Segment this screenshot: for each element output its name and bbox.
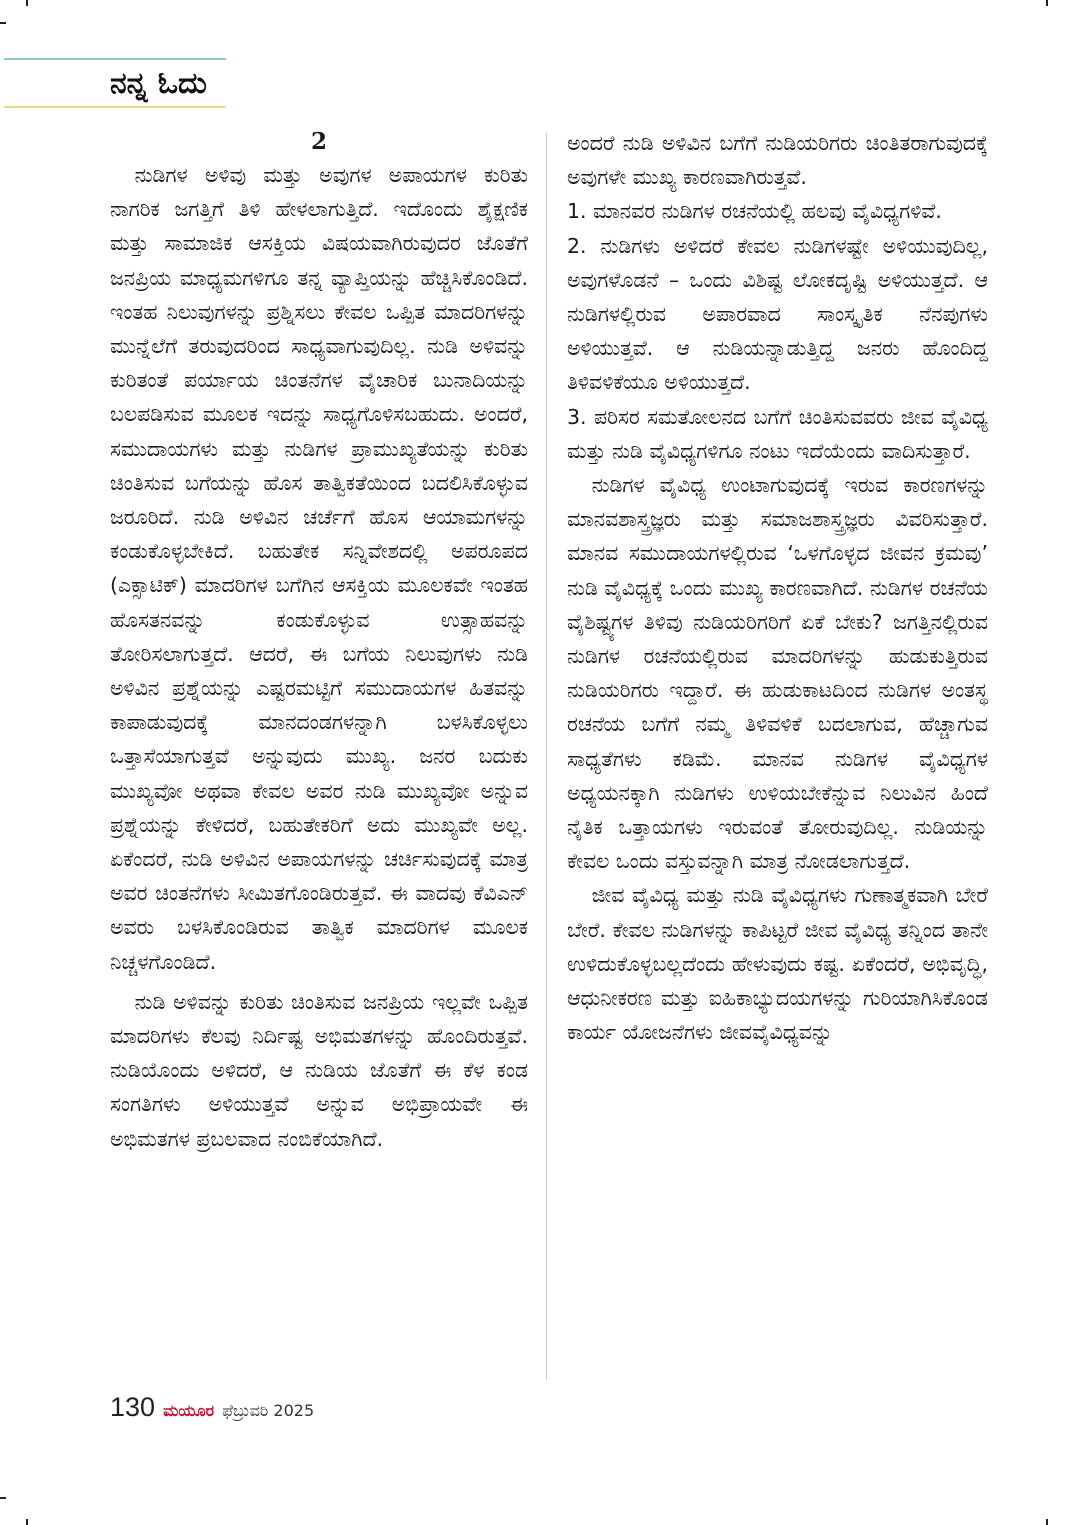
paragraph: ಅಂದರೆ ನುಡಿ ಅಳಿವಿನ ಬಗೆಗೆ ನುಡಿಯರಿಗರು ಚಿಂತಿತರಾಗುವುದಕ್ಕೆ ಅವುಗಳೇ ಮುಖ್ಯ ಕಾರಣವಾಗಿರುತ್ತವೆ. (567, 131, 988, 190)
section-header (0, 58, 232, 110)
crop-mark (0, 1497, 6, 1499)
paragraph: ಜೀವ ವೈವಿಧ್ಯ ಮತ್ತು ನುಡಿ ವೈವಿಧ್ಯಗಳು ಗುಣಾತ್ಮಕವಾಗಿ ಬೇರೆ ಬೇರೆ. ಕೇವಲ ನುಡಿಗಳನ್ನು ಕಾಪಿಟ್ಟರೆ ಜೀವ ವೈವಿಧ್ಯ ತನ್ನಿಂದ ತಾನೇ ಉಳಿದುಕೊಳ್ಳಬಲ್ಲದೆಂದು ಹೇಳುವುದು ಕಷ್ಟ. ಏಕೆಂದರೆ, ಅಭಿವೃದ್ಧಿ, ಆಧುನೀಕರಣ ಮತ್ತು ಐಹಿಕಾಭ್ಯುದಯಗಳನ್ನು ಗುರಿಯಾಗಿಸಿಕೊಂಡ ಕಾರ್ಯ ಯೋಜನೆಗಳು ಜೀವವೈವಿಧ್ಯವನ್ನು (567, 883, 988, 1045)
column-divider (546, 133, 547, 1380)
list-item: 1. ಮಾನವರ ನುಡಿಗಳ ರಚನೆಯಲ್ಲಿ ಹಲವು ವೈವಿಧ್ಯಗಳಿವೆ. (567, 199, 942, 224)
crop-mark (1046, 0, 1048, 6)
crop-mark (26, 0, 28, 6)
list-item: 3. ಪರಿಸರ ಸಮತೋಲನದ ಬಗೆಗೆ ಚಿಂತಿಸುವವರು ಜೀವ ವೈವಿಧ್ಯ ಮತ್ತು ನುಡಿ ವೈವಿಧ್ಯಗಳಿಗೂ ನಂಟು ಇದೆಯೆಂದು ವಾದಿಸುತ್ತಾರೆ. (567, 404, 988, 463)
issue-date: ಫೆಬ್ರುವರಿ 2025 (222, 1401, 315, 1420)
crop-mark (26, 1519, 28, 1525)
paragraph: ನುಡಿಗಳ ವೈವಿಧ್ಯ ಉಂಟಾಗುವುದಕ್ಕೆ ಇರುವ ಕಾರಣಗಳನ್ನು ಮಾನವಶಾಸ್ತ್ರಜ್ಞರು ಮತ್ತು ಸಮಾಜಶಾಸ್ತ್ರಜ್ಞರು ವಿವರಿಸುತ್ತಾರೆ. ಮಾನವ ಸಮುದಾಯಗಳಲ್ಲಿರುವ ‘ಒಳಗೊಳ್ಳದ ಜೀವನ ಕ್ರಮವು’ ನುಡಿ ವೈವಿಧ್ಯಕ್ಕೆ ಒಂದು ಮುಖ್ಯ ಕಾರಣವಾಗಿದೆ. ನುಡಿಗಳ ರಚನೆಯ ವೈಶಿಷ್ಟ್ಯಗಳ ತಿಳಿವು ನುಡಿಯರಿಗರಿಗೆ ಏಕೆ ಬೇಕು? ಜಗತ್ತಿನಲ್ಲಿರುವ ನುಡಿಗಳ ರಚನೆಯಲ್ಲಿರುವ ಮಾದರಿಗಳನ್ನು ಹುಡುಕುತ್ತಿರುವ ನುಡಿಯರಿಗರು ಇದ್ದಾರೆ. ಈ ಹುಡುಕಾಟದಿಂದ ನುಡಿಗಳ ಅಂತಸ್ಥ ರಚನೆಯ ಬಗೆಗೆ ನಮ್ಮ ತಿಳಿವಳಿಕೆ ಬದಲಾಗುವ, ಹೆಚ್ಚಾಗುವ ಸಾಧ್ಯತೆಗಳು ಕಡಿಮೆ. ಮಾನವ ನುಡಿಗಳ ವೈವಿಧ್ಯಗಳ ಅಧ್ಯಯನಕ್ಕಾಗಿ ನುಡಿಗಳು ಉಳಿಯಬೇಕೆನ್ನುವ ನಿಲುವಿನ ಹಿಂದೆ ನೈತಿಕ ಒತ್ತಾಯಗಳು ಇರುವಂತೆ ತೋರುವುದಿಲ್ಲ. ನುಡಿಯನ್ನು ಕೇವಲ ಒಂದು ವಸ್ತುವನ್ನಾಗಿ ಮಾತ್ರ ನೋಡಲಾಗುತ್ತದೆ. (567, 473, 988, 874)
magazine-name: ಮಯೂರ (163, 1401, 215, 1420)
crop-mark (1046, 1519, 1048, 1525)
header-rule-bottom (4, 106, 226, 108)
part-number: 2 (310, 128, 327, 155)
crop-mark (0, 22, 6, 24)
list-item: 2. ನುಡಿಗಳು ಅಳಿದರೆ ಕೇವಲ ನುಡಿಗಳಷ್ಟೇ ಅಳಿಯುವುದಿಲ್ಲ, ಅವುಗಳೊಡನೆ – ಒಂದು ವಿಶಿಷ್ಟ ಲೋಕದೃಷ್ಟಿ ಅಳಿಯುತ್ತದೆ. ಆ ನುಡಿಗಳಲ್ಲಿರುವ ಅಪಾರವಾದ ಸಾಂಸ್ಕೃತಿಕ ನೆನಪುಗಳು ಅಳಿಯುತ್ತವೆ. ಆ ನುಡಿಯನ್ನಾಡುತ್ತಿದ್ದ ಜನರು ಹೊಂದಿದ್ದ ತಿಳಿವಳಿಕೆಯೂ ಅಳಿಯುತ್ತದೆ. (567, 233, 988, 395)
section-title: ನನ್ನ ಓದು (110, 66, 207, 101)
page-footer (110, 1392, 314, 1423)
page-number: 130 (110, 1392, 156, 1422)
paragraph: ನುಡಿ ಅಳಿವನ್ನು ಕುರಿತು ಚಿಂತಿಸುವ ಜನಪ್ರಿಯ ಇಲ್ಲವೇ ಒಪ್ಪಿತ ಮಾದರಿಗಳು ಕೆಲವು ನಿರ್ದಿಷ್ಟ ಅಭಿಮತಗಳನ್ನು ಹೊಂದಿರುತ್ತವೆ. ನುಡಿಯೊಂದು ಅಳಿದರೆ, ಆ ನುಡಿಯ ಜೊತೆಗೆ ಈ ಕೆಳ ಕಂಡ ಸಂಗತಿಗಳು ಅಳಿಯುತ್ತವೆ ಅನ್ನುವ ಅಭಿಪ್ರಾಯವೇ ಈ ಅಭಿಮತಗಳ ಪ್ರಬಲವಾದ ನಂಬಿಕೆಯಾಗಿದೆ. (110, 989, 528, 1151)
paragraph: ನುಡಿಗಳ ಅಳಿವು ಮತ್ತು ಅವುಗಳ ಅಪಾಯಗಳ ಕುರಿತು ನಾಗರಿಕ ಜಗತ್ತಿಗೆ ತಿಳಿ ಹೇಳಲಾಗುತ್ತಿದೆ. ಇದೊಂದು ಶೈಕ್ಷಣಿಕ ಮತ್ತು ಸಾಮಾಜಿಕ ಆಸಕ್ತಿಯ ವಿಷಯವಾಗಿರುವುದರ ಜೊತೆಗೆ ಜನಪ್ರಿಯ ಮಾಧ್ಯಮಗಳಿಗೂ ತನ್ನ ವ್ಯಾಪ್ತಿಯನ್ನು ಹೆಚ್ಚಿಸಿಕೊಂಡಿದೆ. ಇಂತಹ ನಿಲುವುಗಳನ್ನು ಪ್ರಶ್ನಿಸಲು ಕೇವಲ ಒಪ್ಪಿತ ಮಾದರಿಗಳನ್ನು ಮುನ್ನೆಲೆಗೆ ತರುವುದರಿಂದ ಸಾಧ್ಯವಾಗುವುದಿಲ್ಲ. ನುಡಿ ಅಳಿವನ್ನು ಕುರಿತಂತೆ ಪರ್ಯಾಯ ಚಿಂತನೆಗಳ ವೈಚಾರಿಕ ಬುನಾದಿಯನ್ನು ಬಲಪಡಿಸುವ ಮೂಲಕ ಇದನ್ನು ಸಾಧ್ಯಗೊಳಿಸಬಹುದು. ಅಂದರೆ, ಸಮುದಾಯಗಳು ಮತ್ತು ನುಡಿಗಳ ಪ್ರಾಮುಖ್ಯತೆಯನ್ನು ಕುರಿತು ಚಿಂತಿಸುವ ಬಗೆಯನ್ನು ಹೊಸ ತಾತ್ವಿಕತೆಯಿಂದ ಬದಲಿಸಿಕೊಳ್ಳುವ ಜರೂರಿದೆ. ನುಡಿ ಅಳಿವಿನ ಚರ್ಚೆಗೆ ಹೊಸ ಆಯಾಮಗಳನ್ನು ಕಂಡುಕೊಳ್ಳಬೇಕಿದೆ. ಬಹುತೇಕ ಸನ್ನಿವೇಶದಲ್ಲಿ ಅಪರೂಪದ (ಎಕ್ಸಾಟಿಕ್) ಮಾದರಿಗಳ ಬಗೆಗಿನ ಆಸಕ್ತಿಯ ಮೂಲಕವೇ ಇಂತಹ ಹೊಸತನವನ್ನು ಕಂಡುಕೊಳ್ಳುವ ಉತ್ಸಾಹವನ್ನು ತೋರಿಸಲಾಗುತ್ತದೆ. ಆದರೆ, ಈ ಬಗೆಯ ನಿಲುವುಗಳು ನುಡಿ ಅಳಿವಿನ ಪ್ರಶ್ನೆಯನ್ನು ಎಷ್ಟರಮಟ್ಟಿಗೆ ಸಮುದಾಯಗಳ ಹಿತವನ್ನು ಕಾಪಾಡುವುದಕ್ಕೆ ಮಾನದಂಡಗಳನ್ನಾಗಿ ಬಳಸಿಕೊಳ್ಳಲು ಒತ್ತಾಸೆಯಾಗುತ್ತವೆ ಅನ್ನುವುದು ಮುಖ್ಯ. ಜನರ ಬದುಕು ಮುಖ್ಯವೋ ಅಥವಾ ಕೇವಲ ಅವರ ನುಡಿ ಮುಖ್ಯವೋ ಅನ್ನುವ ಪ್ರಶ್ನೆಯನ್ನು ಕೇಳಿದರೆ, ಬಹುತೇಕರಿಗೆ ಅದು ಮುಖ್ಯವೇ ಅಲ್ಲ. ಏಕೆಂದರೆ, ನುಡಿ ಅಳಿವಿನ ಅಪಾಯಗಳನ್ನು ಚರ್ಚಿಸುವುದಕ್ಕೆ ಮಾತ್ರ ಅವರ ಚಿಂತನೆಗಳು ಸೀಮಿತಗೊಂಡಿರುತ್ತವೆ. ಈ ವಾದವು ಕೆವಿಎನ್ ಅವರು ಬಳಸಿಕೊಂಡಿರುವ ತಾತ್ವಿಕ ಮಾದರಿಗಳ ಮೂಲಕ ನಿಚ್ಚಳಗೊಂಡಿದೆ. (110, 163, 528, 974)
article-column-right (567, 126, 988, 1382)
header-rule-top (4, 58, 226, 60)
article-column-left (110, 128, 528, 1378)
